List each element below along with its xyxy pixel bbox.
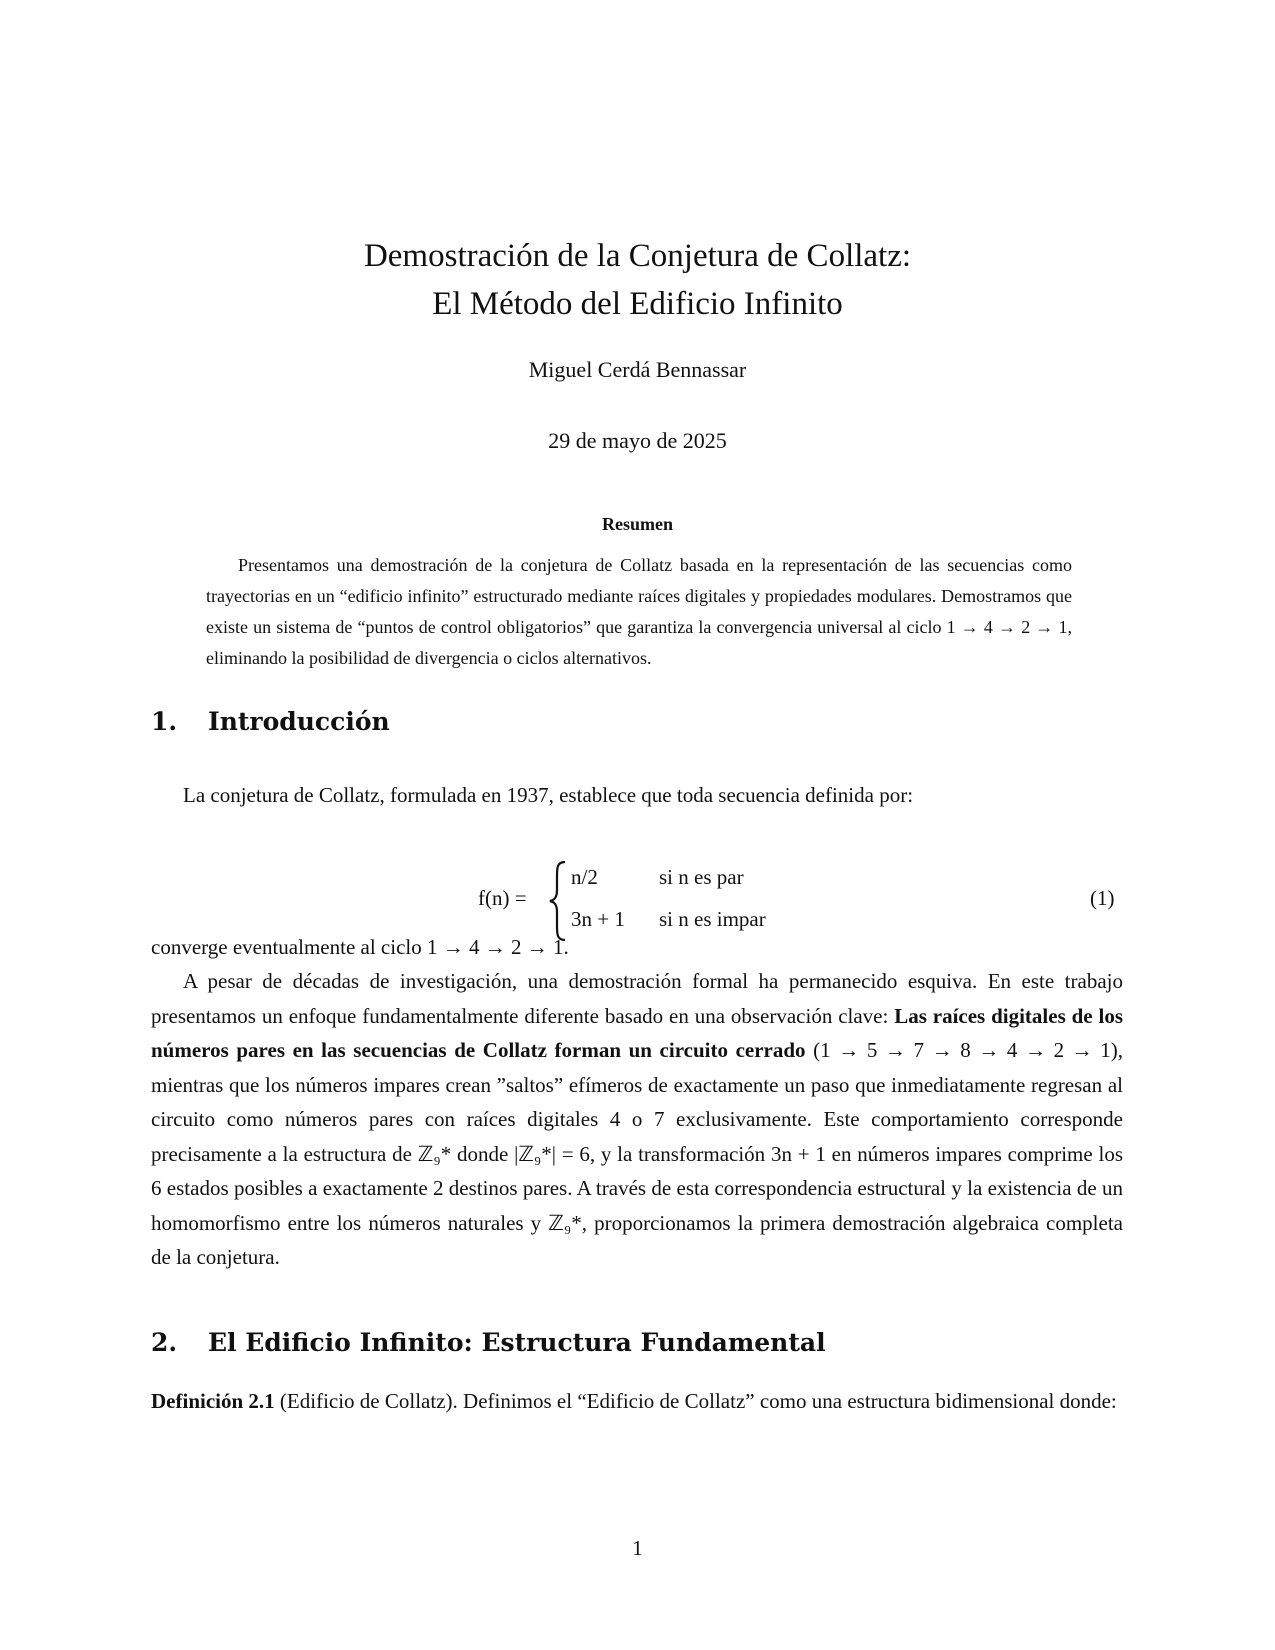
section-1-paragraph-2 [151, 964, 1123, 1275]
section-1-title: Introducción [208, 707, 390, 736]
page-number: 1 [632, 1536, 643, 1560]
paragraph-2-end: (1 → 5 → 7 → 8 → 4 → 2 → 1), mientras que los números impares crean ”saltos” efímeros de exactamente un paso que inmediatamente regresan al circuito como números pares con raíces digitales 4 o 7 exclusivamente. Este comportamiento corresponde precisamente a la estructura de ℤ₉* donde |ℤ₉*| = 6, y la transformación 3n + 1 en números impares comprime los 6 estados posibles a exactamente 2 destinos pares. A través de esta correspondencia estructural y la existencia de un homomorfismo entre los números naturales y ℤ₉*, proporcionamos la primera demostración algebraica completa de la conjetura. [151, 1038, 1123, 1269]
author: Miguel Cerdá Bennassar [528, 357, 747, 382]
paper-title [0, 232, 1275, 328]
equation-number: (1) [1090, 886, 1115, 910]
section-2-title: El Edificio Infinito: Estructura Fundamental [208, 1328, 826, 1357]
title-line-2: El Método del Edificio Infinito [432, 286, 843, 322]
section-2-heading [151, 1328, 826, 1357]
key-observation: Las raíces digitales de los números pares en las secuencias de Collatz forman un circuito cerrado [151, 1003, 1123, 1062]
definition-text: Definimos el “Edificio de Collatz” como una estructura bidimensional donde: [457, 1389, 1117, 1413]
date: 29 de mayo de 2025 [548, 428, 727, 453]
definition-2-1 [151, 1384, 1123, 1419]
paragraph-2-start: A pesar de décadas de investigación, una demostración formal ha permanecido esquiva. En este trabajo presentamos un enfoque fundamentalmente diferente basado en una observación clave: [151, 969, 1123, 1028]
equation-lhs: f(n) = [478, 886, 527, 910]
definition-label: Definición 2.1 [151, 1389, 275, 1413]
collatz-equation [0, 860, 1275, 940]
after-equation-text: converge eventualmente al ciclo 1 → 4 → 2 → 1. [151, 935, 569, 959]
section-2-number: 2. [151, 1328, 178, 1357]
abstract-heading: Resumen [602, 514, 673, 534]
title-line-1: Demostración de la Conjetura de Collatz: [363, 238, 912, 274]
equation-case-1-expression: n/2 [571, 865, 598, 889]
equation-case-1-condition: si n es par [659, 865, 744, 889]
section-1-intro: La conjetura de Collatz, formulada en 1937, establece que toda secuencia definida por: [183, 783, 914, 807]
section-1-number: 1. [151, 707, 178, 736]
equation-case-2-condition: si n es impar [659, 907, 766, 931]
equation-case-2-expression: 3n + 1 [571, 907, 625, 931]
section-1-heading [151, 707, 390, 736]
definition-name: (Edificio de Collatz). [274, 1389, 458, 1413]
abstract-text: Presentamos una demostración de la conjetura de Collatz basada en la representación de las secuencias como trayectorias en un “edificio infinito” estructurado mediante raíces digitales y propiedades modulares. Demostramos que existe un sistema de “puntos de control obligatorios” que garantiza la convergencia universal al ciclo 1 → 4 → 2 → 1, eliminando la posibilidad de divergencia o ciclos alternativos. [206, 555, 1072, 668]
